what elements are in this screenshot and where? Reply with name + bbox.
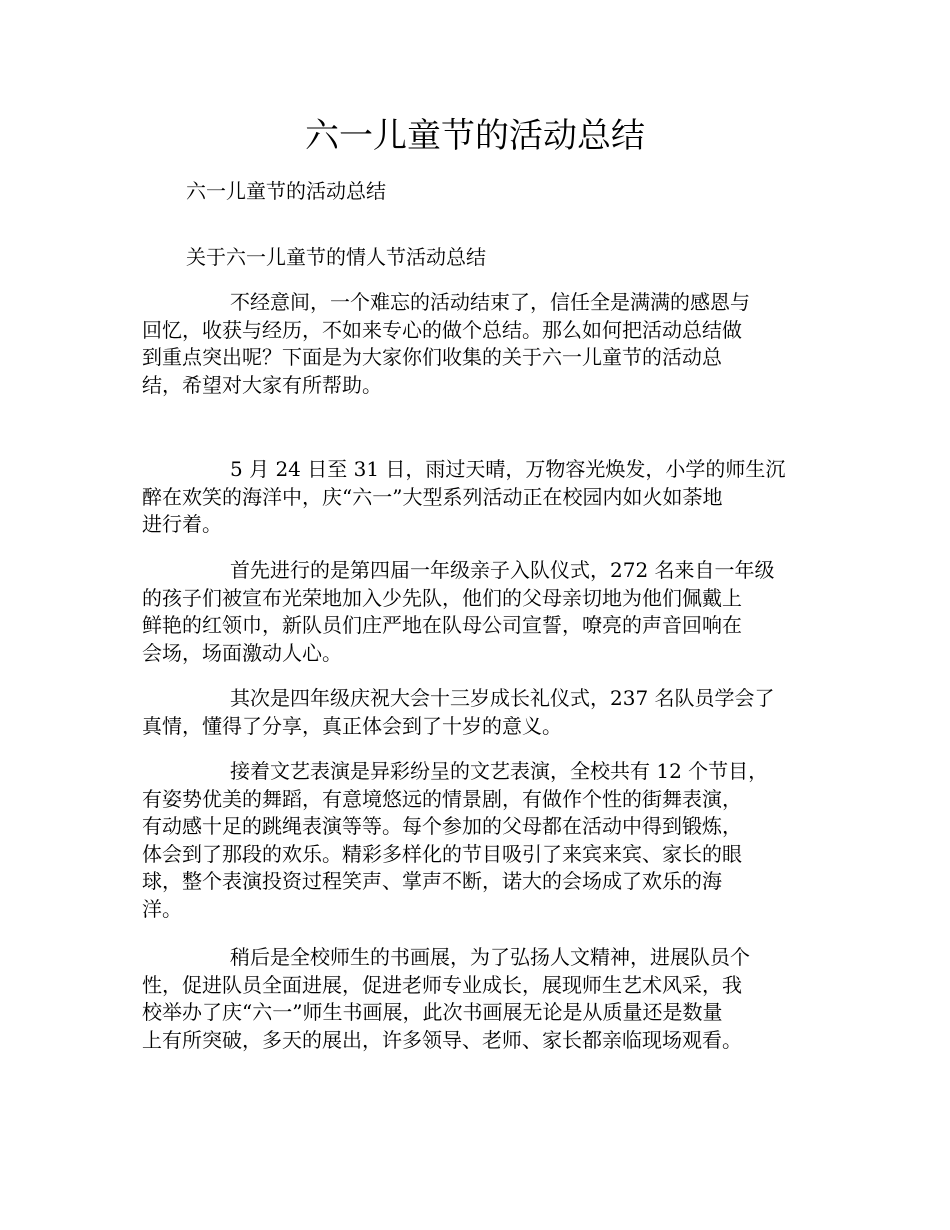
paragraph-line: 5 月 24 日至 31 日，雨过天晴，万物容光焕发，小学的师生沉 [230, 457, 786, 481]
paragraph-line: 性，促进队员全面进展，促进老师专业成长，展现师生艺术风采，我 [142, 972, 742, 997]
document-subtitle: 六一儿童节的活动总结 [186, 179, 386, 203]
paragraph-line: 有姿势优美的舞蹈，有意境悠远的情景剧，有做作个性的街舞表演， [142, 786, 742, 811]
paragraph-line: 接着文艺表演是异彩纷呈的文艺表演，全校共有 12 个节目， [230, 759, 769, 783]
paragraph-line: 稍后是全校师生的书画展，为了弘扬人文精神，进展队员个 [230, 945, 750, 969]
paragraph-line: 不经意间，一个难忘的活动结束了，信任全是满满的感恩与 [230, 290, 750, 314]
section-heading: 关于六一儿童节的情人节活动总结 [186, 245, 486, 269]
paragraph-line: 的孩子们被宣布光荣地加入少先队，他们的父母亲切地为他们佩戴上 [142, 585, 742, 610]
paragraph-line: 球，整个表演投资过程笑声、掌声不断，诺大的会场成了欢乐的海 [142, 869, 722, 894]
paragraph-line: 鲜艳的红领巾，新队员们庄严地在队母公司宣誓，嘹亮的声音回响在 [142, 613, 742, 638]
paragraph-line: 回忆，收获与经历，不如来专心的做个总结。那么如何把活动总结做 [142, 317, 742, 342]
paragraph-line: 真情，懂得了分享，真正体会到了十岁的意义。 [142, 713, 562, 738]
paragraph-line: 校举办了庆“六一”师生书画展，此次书画展无论是从质量还是数量 [142, 1000, 723, 1025]
paragraph-line: 首先进行的是第四届一年级亲子入队仪式，272 名来自一年级 [230, 558, 775, 582]
paragraph-first-event [142, 557, 812, 667]
paragraph-line: 洋。 [142, 896, 182, 921]
paragraph-dates [142, 456, 812, 539]
document-title: 六一儿童节的活动总结 [305, 116, 645, 156]
paragraph-line: 会场，场面激动人心。 [142, 640, 342, 665]
paragraph-line: 结，希望对大家有所帮助。 [142, 372, 382, 397]
paragraph-line: 到重点突出呢？下面是为大家你们收集的关于六一儿童节的活动总 [142, 345, 722, 370]
paragraph-intro [142, 289, 812, 399]
paragraph-line: 其次是四年级庆祝大会十三岁成长礼仪式，237 名队员学会了 [230, 686, 775, 710]
paragraph-line: 醉在欢笑的海洋中，庆“六一”大型系列活动正在校园内如火如荼地 [142, 484, 723, 509]
paragraph-line: 体会到了那段的欢乐。精彩多样化的节目吸引了来宾来宾、家长的眼 [142, 841, 742, 866]
paragraph-second-event [142, 685, 812, 740]
paragraph-line: 有动感十足的跳绳表演等等。每个参加的父母都在活动中得到锻炼， [142, 814, 742, 839]
paragraph-line: 进行着。 [142, 512, 222, 537]
paragraph-line: 上有所突破，多天的展出，许多领导、老师、家长都亲临现场观看。 [142, 1027, 742, 1052]
paragraph-art-exhibition [142, 944, 812, 1054]
paragraph-performance [142, 758, 812, 924]
